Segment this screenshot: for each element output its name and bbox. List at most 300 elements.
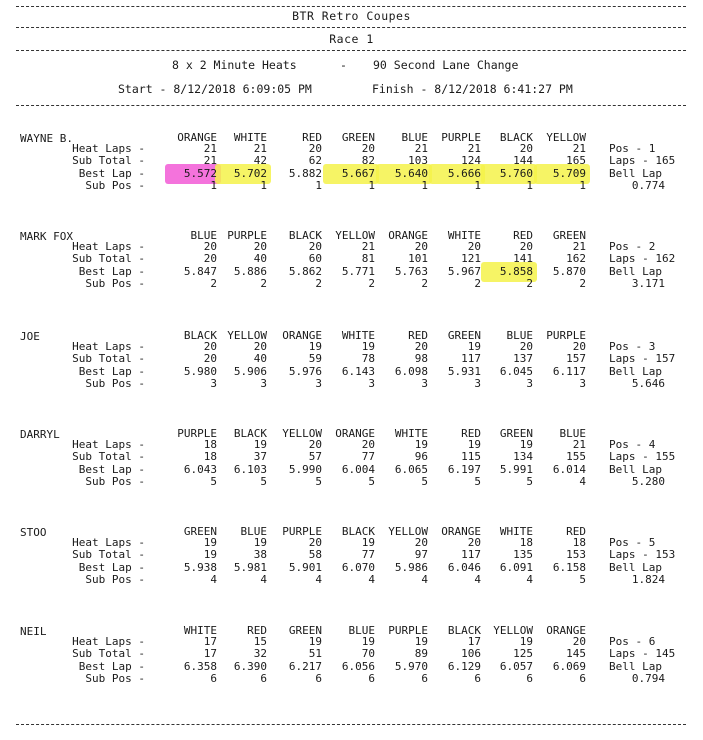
row-label-best-lap: Best Lap -	[78, 265, 145, 278]
heat-laps-cell: 20	[253, 240, 267, 253]
heat-laps-cell: 19	[414, 635, 428, 648]
position-summary: Pos - 6	[609, 635, 656, 648]
best-lap-cell: 6.014	[552, 463, 586, 476]
race-title: Race 1	[329, 32, 374, 46]
sub-pos-cell: 4	[210, 573, 217, 586]
sub-pos-cell: 1	[260, 179, 267, 192]
heat-laps-cell: 19	[519, 438, 533, 451]
sub-pos-cell: 4	[368, 573, 375, 586]
sub-pos-cell: 5	[260, 475, 267, 488]
driver-block	[0, 132, 703, 204]
laps-summary: Laps - 155	[609, 450, 676, 463]
heat-laps-cell: 17	[203, 635, 217, 648]
row-label-sub-total: Sub Total -	[72, 548, 145, 561]
sub-pos-cell: 6	[579, 672, 586, 685]
sub-pos-cell: 6	[421, 672, 428, 685]
sub-pos-cell: 3	[368, 377, 375, 390]
lane-color-label: WHITE	[341, 329, 375, 342]
sub-total-cell: 51	[308, 647, 322, 660]
sub-total-cell: 19	[203, 548, 217, 561]
heat-laps-cell: 20	[308, 142, 322, 155]
sub-pos-cell: 1	[315, 179, 322, 192]
heat-laps-cell: 20	[572, 635, 586, 648]
sub-total-cell: 157	[566, 352, 586, 365]
sub-total-cell: 58	[308, 548, 322, 561]
sub-total-cell: 117	[461, 352, 481, 365]
separator-bottom	[16, 724, 686, 725]
sub-pos-cell: 2	[368, 277, 375, 290]
bell-lap-label: Bell Lap	[609, 365, 662, 378]
sub-pos-cell: 3	[210, 377, 217, 390]
sub-total-cell: 145	[566, 647, 586, 660]
sub-pos-cell: 1	[368, 179, 375, 192]
start-time: Start - 8/12/2018 6:09:05 PM	[118, 82, 312, 96]
best-lap-cell: 5.760	[499, 167, 533, 180]
best-lap-cell: 6.197	[447, 463, 481, 476]
laps-summary: Laps - 145	[609, 647, 676, 660]
sub-total-cell: 135	[513, 548, 533, 561]
lane-color-label: PURPLE	[546, 329, 586, 342]
sub-total-cell: 98	[414, 352, 428, 365]
position-summary: Pos - 4	[609, 438, 656, 451]
sub-total-cell: 70	[361, 647, 375, 660]
heat-laps-cell: 20	[467, 240, 481, 253]
driver-name: DARRYL	[20, 428, 60, 441]
heat-laps-cell: 20	[361, 142, 375, 155]
sub-total-cell: 42	[253, 154, 267, 167]
position-summary: Pos - 1	[609, 142, 656, 155]
heat-laps-cell: 19	[253, 536, 267, 549]
best-lap-cell: 5.640	[394, 167, 428, 180]
bell-lap-label: Bell Lap	[609, 660, 662, 673]
sub-pos-cell: 5	[579, 573, 586, 586]
lane-color-label: ORANGE	[335, 427, 375, 440]
lane-color-label: RED	[302, 131, 322, 144]
position-summary: Pos - 2	[609, 240, 656, 253]
lane-color-label: WHITE	[183, 624, 217, 637]
sub-total-cell: 77	[361, 450, 375, 463]
sub-total-cell: 40	[253, 252, 267, 265]
row-label-heat-laps: Heat Laps -	[72, 240, 145, 253]
best-lap-cell: 5.862	[288, 265, 322, 278]
sub-total-cell: 38	[253, 548, 267, 561]
row-label-best-lap: Best Lap -	[78, 167, 145, 180]
heat-laps-cell: 20	[361, 438, 375, 451]
sub-pos-cell: 2	[579, 277, 586, 290]
row-label-sub-total: Sub Total -	[72, 450, 145, 463]
bell-lap-label: Bell Lap	[609, 265, 662, 278]
sub-pos-cell: 2	[474, 277, 481, 290]
lane-color-label: GREEN	[447, 329, 481, 342]
sub-total-cell: 81	[361, 252, 375, 265]
heat-laps-cell: 18	[203, 438, 217, 451]
lane-color-label: YELLOW	[388, 525, 428, 538]
sub-pos-cell: 4	[526, 573, 533, 586]
sub-total-cell: 121	[461, 252, 481, 265]
row-label-sub-pos: Sub Pos -	[85, 277, 145, 290]
best-lap-cell: 5.980	[183, 365, 217, 378]
bell-lap-value: 1.824	[631, 573, 665, 586]
row-label-best-lap: Best Lap -	[78, 660, 145, 673]
sub-pos-cell: 3	[579, 377, 586, 390]
best-lap-cell: 5.976	[288, 365, 322, 378]
sub-pos-cell: 5	[474, 475, 481, 488]
sub-pos-cell: 5	[526, 475, 533, 488]
laps-summary: Laps - 165	[609, 154, 676, 167]
sub-pos-cell: 3	[315, 377, 322, 390]
sub-total-cell: 155	[566, 450, 586, 463]
sub-total-cell: 60	[308, 252, 322, 265]
heat-laps-cell: 21	[414, 142, 428, 155]
sub-pos-cell: 5	[368, 475, 375, 488]
lane-color-label: RED	[408, 329, 428, 342]
lane-color-label: RED	[513, 229, 533, 242]
best-lap-cell: 5.967	[447, 265, 481, 278]
sub-total-cell: 37	[253, 450, 267, 463]
lane-change: 90 Second Lane Change	[373, 58, 519, 72]
laps-summary: Laps - 153	[609, 548, 676, 561]
best-lap-cell: 5.938	[183, 561, 217, 574]
sub-pos-cell: 2	[260, 277, 267, 290]
heat-laps-cell: 20	[203, 340, 217, 353]
best-lap-cell: 6.045	[499, 365, 533, 378]
lane-color-label: PURPLE	[227, 229, 267, 242]
sub-pos-cell: 3	[474, 377, 481, 390]
sub-pos-cell: 6	[474, 672, 481, 685]
row-label-sub-pos: Sub Pos -	[85, 573, 145, 586]
best-lap-cell: 6.143	[341, 365, 375, 378]
heat-laps-cell: 21	[467, 142, 481, 155]
sub-total-cell: 124	[461, 154, 481, 167]
sub-total-cell: 137	[513, 352, 533, 365]
heat-laps-cell: 17	[467, 635, 481, 648]
best-lap-cell: 5.931	[447, 365, 481, 378]
sub-total-cell: 57	[308, 450, 322, 463]
sub-total-cell: 82	[361, 154, 375, 167]
best-lap-cell: 6.117	[552, 365, 586, 378]
sub-total-cell: 162	[566, 252, 586, 265]
heat-laps-cell: 18	[572, 536, 586, 549]
heat-laps-cell: 20	[414, 240, 428, 253]
lane-color-label: WHITE	[447, 229, 481, 242]
driver-name: JOE	[20, 330, 40, 343]
best-lap-cell: 6.358	[183, 660, 217, 673]
best-lap-cell: 5.771	[341, 265, 375, 278]
heat-laps-cell: 20	[414, 536, 428, 549]
driver-name: WAYNE B.	[20, 132, 73, 145]
heat-laps-cell: 20	[308, 240, 322, 253]
lane-color-label: BLUE	[190, 229, 217, 242]
sub-total-cell: 134	[513, 450, 533, 463]
best-lap-cell: 6.069	[552, 660, 586, 673]
heat-laps-cell: 21	[203, 142, 217, 155]
row-label-sub-pos: Sub Pos -	[85, 179, 145, 192]
sub-total-cell: 78	[361, 352, 375, 365]
heat-laps-cell: 20	[519, 240, 533, 253]
best-lap-cell: 6.217	[288, 660, 322, 673]
sub-pos-cell: 6	[526, 672, 533, 685]
best-lap-cell: 6.057	[499, 660, 533, 673]
lane-color-label: BLACK	[499, 131, 533, 144]
bell-lap-label: Bell Lap	[609, 561, 662, 574]
row-label-sub-pos: Sub Pos -	[85, 672, 145, 685]
sub-total-cell: 62	[308, 154, 322, 167]
separator-top	[16, 6, 686, 7]
lane-color-label: BLACK	[447, 624, 481, 637]
row-label-heat-laps: Heat Laps -	[72, 438, 145, 451]
position-summary: Pos - 5	[609, 536, 656, 549]
sub-total-cell: 20	[203, 252, 217, 265]
row-label-best-lap: Best Lap -	[78, 365, 145, 378]
sub-pos-cell: 6	[260, 672, 267, 685]
sub-total-cell: 18	[203, 450, 217, 463]
lane-color-label: YELLOW	[335, 229, 375, 242]
heat-laps-cell: 19	[361, 635, 375, 648]
lane-color-label: BLUE	[401, 131, 428, 144]
heat-laps-cell: 19	[361, 340, 375, 353]
best-lap-cell: 5.882	[288, 167, 322, 180]
heat-laps-cell: 19	[361, 536, 375, 549]
sub-total-cell: 141	[513, 252, 533, 265]
sub-total-cell: 117	[461, 548, 481, 561]
row-label-heat-laps: Heat Laps -	[72, 635, 145, 648]
best-lap-cell: 6.103	[233, 463, 267, 476]
separator	[16, 27, 686, 28]
sub-pos-cell: 6	[210, 672, 217, 685]
sub-pos-cell: 1	[210, 179, 217, 192]
driver-block	[0, 625, 703, 697]
heat-laps-cell: 20	[308, 438, 322, 451]
best-lap-cell: 6.091	[499, 561, 533, 574]
sub-total-cell: 125	[513, 647, 533, 660]
sub-total-cell: 101	[408, 252, 428, 265]
lane-color-label: PURPLE	[282, 525, 322, 538]
lane-color-label: RED	[247, 624, 267, 637]
sub-total-cell: 103	[408, 154, 428, 167]
best-lap-cell: 5.981	[233, 561, 267, 574]
separator	[16, 50, 686, 51]
sub-pos-cell: 4	[421, 573, 428, 586]
lane-color-label: ORANGE	[546, 624, 586, 637]
best-lap-cell: 5.763	[394, 265, 428, 278]
heat-laps-cell: 20	[467, 536, 481, 549]
lane-color-label: ORANGE	[441, 525, 481, 538]
lane-color-label: BLUE	[348, 624, 375, 637]
heat-laps-cell: 20	[572, 340, 586, 353]
sub-pos-cell: 6	[368, 672, 375, 685]
sub-total-cell: 153	[566, 548, 586, 561]
driver-block	[0, 428, 703, 500]
sub-total-cell: 59	[308, 352, 322, 365]
bell-lap-label: Bell Lap	[609, 463, 662, 476]
best-lap-cell: 6.065	[394, 463, 428, 476]
heat-laps-cell: 19	[519, 635, 533, 648]
driver-block	[0, 526, 703, 598]
driver-name: NEIL	[20, 625, 47, 638]
sub-total-cell: 89	[414, 647, 428, 660]
driver-name: STOO	[20, 526, 47, 539]
row-label-best-lap: Best Lap -	[78, 561, 145, 574]
position-summary: Pos - 3	[609, 340, 656, 353]
best-lap-cell: 5.991	[499, 463, 533, 476]
heat-laps-cell: 21	[572, 240, 586, 253]
driver-name: MARK FOX	[20, 230, 73, 243]
lane-color-label: BLACK	[288, 229, 322, 242]
best-lap-cell: 5.709	[552, 167, 586, 180]
row-label-sub-total: Sub Total -	[72, 647, 145, 660]
heat-laps-cell: 21	[572, 438, 586, 451]
sub-pos-cell: 3	[421, 377, 428, 390]
best-lap-cell: 5.986	[394, 561, 428, 574]
lane-color-label: WHITE	[394, 427, 428, 440]
sub-pos-cell: 3	[260, 377, 267, 390]
lane-color-label: ORANGE	[388, 229, 428, 242]
lane-color-label: PURPLE	[388, 624, 428, 637]
sub-total-cell: 165	[566, 154, 586, 167]
lane-color-label: RED	[566, 525, 586, 538]
heat-laps-cell: 21	[253, 142, 267, 155]
best-lap-cell: 5.858	[499, 265, 533, 278]
driver-block	[0, 230, 703, 302]
sub-total-cell: 97	[414, 548, 428, 561]
sub-pos-cell: 5	[421, 475, 428, 488]
best-lap-cell: 5.572	[183, 167, 217, 180]
best-lap-cell: 5.906	[233, 365, 267, 378]
sub-pos-cell: 5	[210, 475, 217, 488]
sub-pos-cell: 3	[526, 377, 533, 390]
best-lap-cell: 6.046	[447, 561, 481, 574]
bell-lap-value: 0.774	[631, 179, 665, 192]
lane-color-label: YELLOW	[282, 427, 322, 440]
row-label-heat-laps: Heat Laps -	[72, 340, 145, 353]
lane-color-label: YELLOW	[227, 329, 267, 342]
best-lap-cell: 5.901	[288, 561, 322, 574]
sub-pos-cell: 4	[315, 573, 322, 586]
heat-laps-cell: 21	[361, 240, 375, 253]
row-label-heat-laps: Heat Laps -	[72, 536, 145, 549]
lane-color-label: PURPLE	[177, 427, 217, 440]
heat-laps-cell: 15	[253, 635, 267, 648]
heat-laps-cell: 19	[467, 438, 481, 451]
sub-pos-cell: 4	[579, 475, 586, 488]
row-label-sub-total: Sub Total -	[72, 352, 145, 365]
best-lap-cell: 5.970	[394, 660, 428, 673]
heat-laps-cell: 21	[572, 142, 586, 155]
heat-laps-cell: 20	[414, 340, 428, 353]
best-lap-cell: 6.070	[341, 561, 375, 574]
heat-laps-cell: 20	[519, 340, 533, 353]
row-label-sub-pos: Sub Pos -	[85, 475, 145, 488]
bell-lap-value: 5.646	[631, 377, 665, 390]
lane-color-label: RED	[461, 427, 481, 440]
lane-color-label: BLUE	[559, 427, 586, 440]
lane-color-label: PURPLE	[441, 131, 481, 144]
row-label-best-lap: Best Lap -	[78, 463, 145, 476]
sub-pos-cell: 2	[210, 277, 217, 290]
best-lap-cell: 6.004	[341, 463, 375, 476]
heat-laps-cell: 19	[414, 438, 428, 451]
best-lap-cell: 6.390	[233, 660, 267, 673]
heats-sep: -	[340, 58, 347, 72]
sub-total-cell: 96	[414, 450, 428, 463]
sub-pos-cell: 4	[260, 573, 267, 586]
bell-lap-value: 3.171	[631, 277, 665, 290]
bell-lap-value: 0.794	[631, 672, 665, 685]
bell-lap-label: Bell Lap	[609, 167, 662, 180]
finish-time: Finish - 8/12/2018 6:41:27 PM	[372, 82, 573, 96]
heat-laps-cell: 19	[308, 340, 322, 353]
sub-total-cell: 115	[461, 450, 481, 463]
bell-lap-value: 5.280	[631, 475, 665, 488]
sub-pos-cell: 1	[526, 179, 533, 192]
sub-total-cell: 17	[203, 647, 217, 660]
heat-laps-cell: 19	[203, 536, 217, 549]
best-lap-cell: 5.702	[233, 167, 267, 180]
sub-total-cell: 21	[203, 154, 217, 167]
heat-laps-cell: 20	[203, 240, 217, 253]
heat-laps-cell: 20	[519, 142, 533, 155]
best-lap-cell: 6.129	[447, 660, 481, 673]
sub-total-cell: 144	[513, 154, 533, 167]
driver-block	[0, 330, 703, 402]
best-lap-cell: 5.666	[447, 167, 481, 180]
sub-pos-cell: 1	[474, 179, 481, 192]
lane-color-label: GREEN	[341, 131, 375, 144]
sub-pos-cell: 5	[315, 475, 322, 488]
best-lap-cell: 5.870	[552, 265, 586, 278]
sub-total-cell: 20	[203, 352, 217, 365]
lane-color-label: ORANGE	[177, 131, 217, 144]
sub-total-cell: 106	[461, 647, 481, 660]
lane-color-label: WHITE	[233, 131, 267, 144]
heat-laps-cell: 20	[253, 340, 267, 353]
best-lap-cell: 5.990	[288, 463, 322, 476]
lane-color-label: GREEN	[552, 229, 586, 242]
sub-pos-cell: 4	[474, 573, 481, 586]
laps-summary: Laps - 157	[609, 352, 676, 365]
row-label-heat-laps: Heat Laps -	[72, 142, 145, 155]
heats-desc: 8 x 2 Minute Heats	[172, 58, 297, 72]
lane-color-label: ORANGE	[282, 329, 322, 342]
sub-total-cell: 77	[361, 548, 375, 561]
sub-pos-cell: 1	[421, 179, 428, 192]
sub-pos-cell: 2	[526, 277, 533, 290]
lane-color-label: GREEN	[183, 525, 217, 538]
lane-color-label: YELLOW	[493, 624, 533, 637]
sub-pos-cell: 2	[315, 277, 322, 290]
sub-pos-cell: 6	[315, 672, 322, 685]
sub-total-cell: 32	[253, 647, 267, 660]
heat-laps-cell: 18	[519, 536, 533, 549]
heat-laps-cell: 19	[308, 635, 322, 648]
lane-color-label: BLUE	[240, 525, 267, 538]
lane-color-label: BLUE	[506, 329, 533, 342]
best-lap-cell: 5.847	[183, 265, 217, 278]
lane-color-label: BLACK	[183, 329, 217, 342]
heat-laps-cell: 19	[467, 340, 481, 353]
row-label-sub-total: Sub Total -	[72, 252, 145, 265]
separator	[16, 105, 686, 106]
best-lap-cell: 5.667	[341, 167, 375, 180]
best-lap-cell: 5.886	[233, 265, 267, 278]
laps-summary: Laps - 162	[609, 252, 676, 265]
sub-total-cell: 40	[253, 352, 267, 365]
lane-color-label: GREEN	[499, 427, 533, 440]
sub-pos-cell: 2	[421, 277, 428, 290]
lane-color-label: GREEN	[288, 624, 322, 637]
best-lap-cell: 6.043	[183, 463, 217, 476]
best-lap-cell: 6.056	[341, 660, 375, 673]
